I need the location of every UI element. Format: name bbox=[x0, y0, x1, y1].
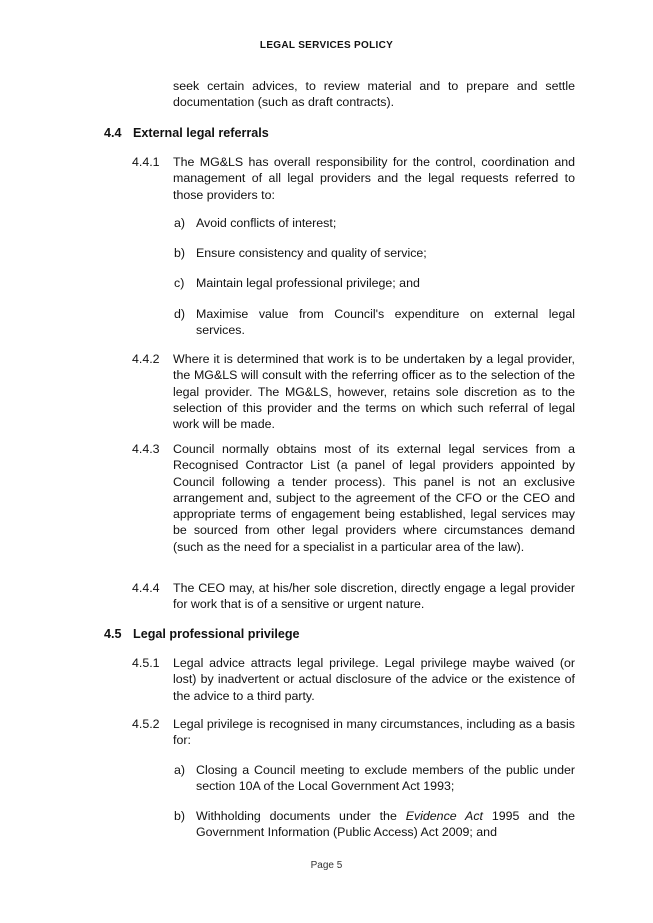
list-item-label: a) bbox=[174, 763, 186, 777]
paragraph-number-4-4-4: 4.4.4 bbox=[132, 581, 160, 595]
paragraph-number-4-5-2: 4.5.2 bbox=[132, 717, 160, 731]
list-item-text bbox=[196, 808, 575, 841]
paragraph-number-4-4-2: 4.4.2 bbox=[132, 352, 160, 366]
paragraph-number-4-5-1: 4.5.1 bbox=[132, 656, 160, 670]
paragraph-4-5-2: Legal privilege is recognised in many circumstances, including as a basis for: bbox=[173, 717, 575, 748]
running-header: LEGAL SERVICES POLICY bbox=[259, 40, 394, 51]
paragraph-4-4-1: The MG&LS has overall responsibility for the control, coordination and management of all legal providers and the legal requests referred to those providers to: bbox=[173, 155, 575, 202]
section-heading-4-4 bbox=[104, 125, 269, 141]
statute-name-italic: Evidence Act bbox=[405, 809, 483, 823]
paragraph-4-5-1: Legal advice attracts legal privilege. Legal privilege maybe waived (or lost) by inadvertent or actual disclosure of the advice or the existence of the advice to a third party. bbox=[173, 656, 575, 703]
paragraph-4-4-3: Council normally obtains most of its external legal services from a Recognised Contractor List (a panel of legal providers appointed by Council following a tender process). This panel is not an exclusive arrangement and, subject to the agreement of the CFO or the CEO and appropriate terms of engagement being established, legal services may be sourced from other legal providers where circumstances demand (such as the need for a specialist in a particular area of the law). bbox=[173, 442, 575, 554]
paragraph-4-4-2: Where it is determined that work is to be undertaken by a legal provider, the MG&LS will consult with the referring officer as to the selection of the legal provider. The MG&LS, however, retains sole discretion as to the selection of this provider and the terms on which such referral of legal work will be made. bbox=[173, 352, 575, 432]
paragraph-number-4-4-1: 4.4.1 bbox=[132, 155, 160, 169]
list-item-text: Ensure consistency and quality of service; bbox=[196, 246, 427, 260]
paragraph-number-4-4-3: 4.4.3 bbox=[132, 442, 160, 456]
list-item-text-part: 1995 and the Government Information (Public Access) Act 2009; and bbox=[196, 809, 575, 840]
list-item-label: a) bbox=[174, 216, 186, 230]
list-item-text: Maximise value from Council's expenditure on external legal services. bbox=[196, 307, 575, 338]
list-item-label: b) bbox=[174, 246, 186, 260]
page-number: Page 5 bbox=[310, 860, 343, 871]
section-title: External legal referrals bbox=[133, 126, 269, 140]
list-item-label: c) bbox=[174, 276, 185, 290]
intro-continuation: seek certain advices, to review material and to prepare and settle documentation (such as draft contracts). bbox=[173, 79, 575, 110]
list-item-text: Avoid conflicts of interest; bbox=[196, 216, 337, 230]
list-item-text: Closing a Council meeting to exclude members of the public under section 10A of the Local Government Act 1993; bbox=[196, 763, 575, 794]
list-item-label: b) bbox=[174, 809, 186, 823]
list-item-text: Maintain legal professional privilege; and bbox=[196, 276, 420, 290]
paragraph-4-4-4: The CEO may, at his/her sole discretion, directly engage a legal provider for work that is of a sensitive or urgent nature. bbox=[173, 581, 575, 612]
section-number: 4.4 bbox=[104, 126, 122, 140]
section-number: 4.5 bbox=[104, 627, 122, 641]
list-item-text-part: Withholding documents under the bbox=[196, 809, 406, 823]
section-heading-4-5 bbox=[104, 626, 300, 642]
list-item-label: d) bbox=[174, 307, 186, 321]
section-title: Legal professional privilege bbox=[133, 627, 300, 641]
